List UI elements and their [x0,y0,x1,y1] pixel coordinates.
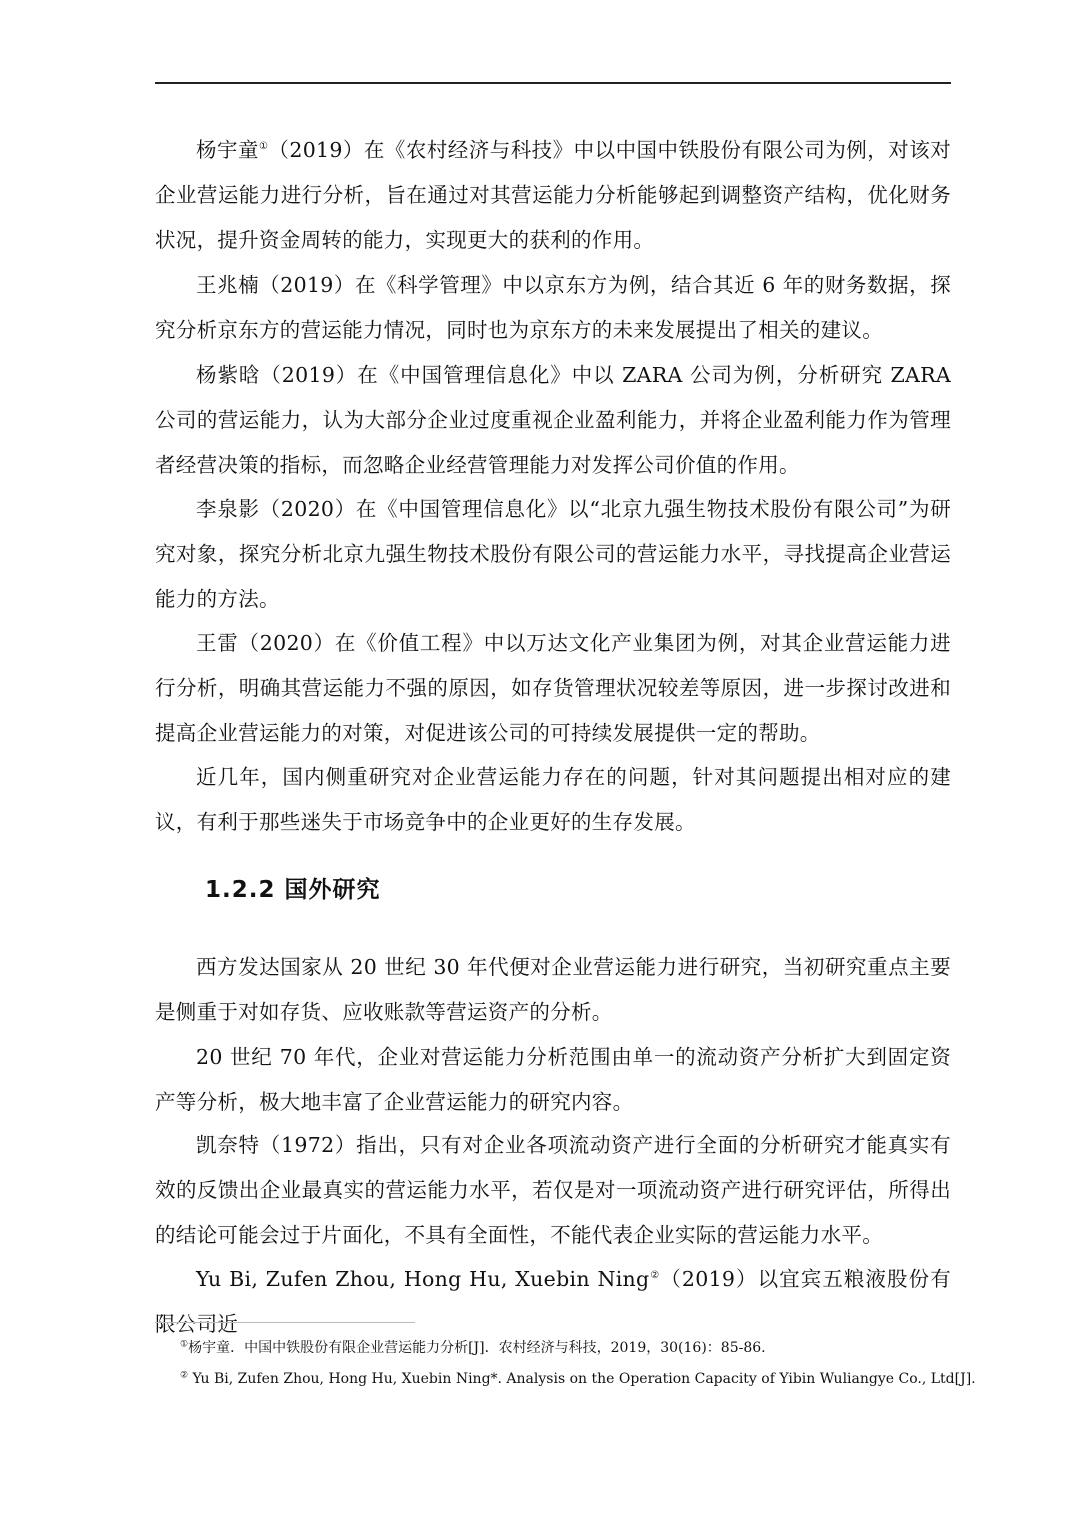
footnote-ref-1[interactable]: ① [258,141,269,153]
paragraph-wang-zhaonan: 王兆楠（2019）在《科学管理》中以京东方为例，结合其近 6 年的财务数据，探究分析京东方的营运能力情况，同时也为京东方的未来发展提出了相关的建议。 [155,273,951,342]
footnote-text: Yu Bi, Zufen Zhou, Hong Hu, Xuebin Ning*. Analysis on the Operation Capacity of Yibin Wuliangye Co., Ltd[J]. [188,1371,976,1387]
paragraph-western-countries: 西方发达国家从 20 世纪 30 年代便对企业营运能力进行研究，当初研究重点主要是侧重于对如存货、应收账款等营运资产的分析。 [155,955,951,1024]
paragraph-1970s: 20 世纪 70 年代，企业对营运能力分析范围由单一的流动资产分析扩大到固定资产等分析，极大地丰富了企业营运能力的研究内容。 [155,1045,951,1114]
footnote-separator [155,1322,415,1323]
footnote-text: 杨宇童．中国中铁股份有限企业营运能力分析[J]．农村经济与科技，2019，30(16)：85-86. [188,1340,766,1356]
paragraph-yang-yutong [155,128,951,263]
paragraph-li-quanying: 李泉影（2020）在《中国管理信息化》以“北京九强生物技术股份有限公司”为研究对象，探究分析北京九强生物技术股份有限公司的营运能力水平，寻找提高企业营运能力的方法。 [155,497,951,611]
paragraph-kennett: 凯奈特（1972）指出，只有对企业各项流动资产进行全面的分析研究才能真实有效的反馈出企业最真实的营运能力水平，若仅是对一项流动资产进行研究评估，所得出的结论可能会过于片面化，不具有全面性，不能代表企业实际的营运能力水平。 [155,1133,951,1247]
paragraph-text: （2019）以宜宾五粮液股份有限公司近 [155,1267,952,1336]
paragraph-yang-zihan: 杨紫晗（2019）在《中国管理信息化》中以 ZARA 公司为例，分析研究 ZARA 公司的营运能力，认为大部分企业过度重视企业盈利能力，并将企业盈利能力作为管理者经营决策的指标，而忽略企业经营管理能力对发挥公司价值的作用。 [155,363,951,477]
footnote-2 [180,1367,976,1391]
footnote-mark: ② [180,1370,189,1381]
section-heading-foreign-research: 1.2.2 国外研究 [205,877,381,903]
paragraph-text: （2019）在《农村经济与科技》中以中国中铁股份有限公司为例，对该对企业营运能力进行分析，旨在通过对其营运能力分析能够起到调整资产结构，优化财务状况，提升资金周转的能力，实现更大的获利的作用。 [155,138,952,252]
footnote-ref-2[interactable]: ② [649,1270,661,1282]
header-rule [155,82,951,84]
paragraph-domestic-summary: 近几年，国内侧重研究对企业营运能力存在的问题，针对其问题提出相对应的建议，有利于那些迷失于市场竞争中的企业更好的生存发展。 [155,765,951,834]
footnote-mark: ① [180,1339,189,1350]
paragraph-wang-lei: 王雷（2020）在《价值工程》中以万达文化产业集团为例，对其企业营运能力进行分析，明确其营运能力不强的原因，如存货管理状况较差等原因，进一步探讨改进和提高企业营运能力的对策，对促进该公司的可持续发展提供一定的帮助。 [155,631,951,745]
paragraph-text: 杨宇童 [196,138,259,162]
paragraph-text: Yu Bi, Zufen Zhou, Hong Hu, Xuebin Ning [196,1267,650,1291]
footnote-1 [180,1336,960,1360]
